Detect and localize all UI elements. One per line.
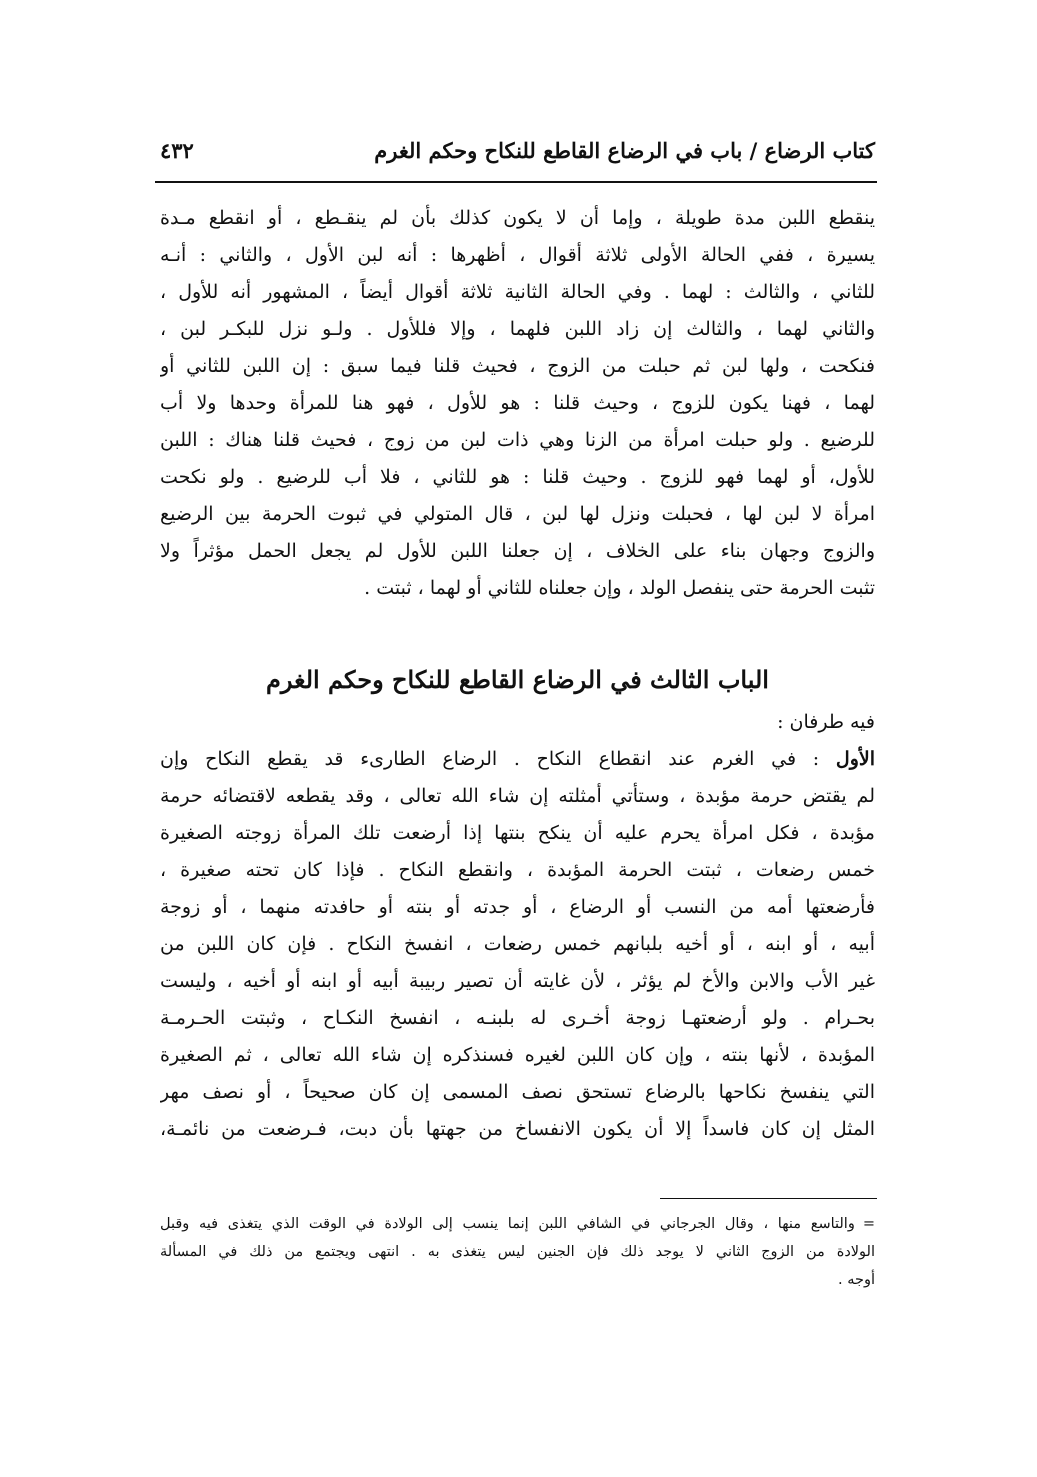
section-1-text xyxy=(160,200,875,607)
footnote-line: أوجه . xyxy=(838,1272,875,1288)
chapter-heading: الباب الثالث في الرضاع القاطع للنكاح وحكم الغرم xyxy=(266,665,769,694)
footnote-line: الولادة من الزوج الثاني لا يوجد ذلك فإن الجنين ليس يتغذى به . انتهى ويجتمع من ذلك في المسألة xyxy=(160,1244,875,1260)
text-line: امرأة لا لبن لها ، فحبلت ونزل لها لبن ، قال المتولي في ثبوت الحرمة بين الرضيع xyxy=(160,503,875,525)
text-line: خمس رضعات ، ثبتت الحرمة المؤبدة ، وانقطع النكاح . فإذا كان تحته صغيرة ، xyxy=(160,859,875,881)
text-line: فأرضعتها أمه من النسب أو الرضاع ، أو جدته أو بنته أو حافدته منهما ، أو زوجة xyxy=(160,896,875,918)
text-line: لهما ، فهنا يكون للزوج ، وحيث قلنا : هو للأول ، فهو هنا للمرأة وحدها ولا أب xyxy=(160,392,875,414)
header-rule xyxy=(155,181,877,183)
lead-line-rest: : في الغرم عند انقطاع النكاح . الرضاع الطارىء قد يقطع النكاح وإن xyxy=(160,748,820,770)
text-line: ينقطع اللبن مدة طويلة ، وإما أن لا يكون كذلك بأن لم ينقـطع ، أو انقطع مـدة xyxy=(160,207,875,229)
text-line: يسيرة ، ففي الحالة الأولى ثلاثة أقوال ، أظهرها : أنه لبن الأول ، والثاني : أنـه xyxy=(160,244,875,266)
text-line: مؤبدة ، فكل امرأة يحرم عليه أن ينكح بنتها إذا أرضعت تلك المرأة زوجته الصغيرة xyxy=(160,822,875,844)
footnote-block xyxy=(160,1210,875,1294)
lead-word: الأول xyxy=(835,748,875,770)
text-line: أبيه ، أو ابنه ، أو أخيه بلبانهم خمس رضعات ، انفسخ النكاح . فإن كان اللبن من xyxy=(160,933,875,955)
intro-line: فيه طرفان : xyxy=(777,711,875,733)
text-line: فنكحت ، ولها لبن ثم حبلت من الزوج ، فحيث قلنا فيما سبق : إن اللبن للثاني أو xyxy=(160,355,875,377)
running-header xyxy=(160,138,875,178)
text-line: التي ينفسخ نكاحها بالرضاع تستحق نصف المسمى إن كان صحيحاً ، أو نصف مهر xyxy=(160,1081,875,1103)
text-line: والزوج وجهان بناء على الخلاف ، إن جعلنا اللبن للأول لم يجعل الحمل مؤثراً ولا xyxy=(160,540,875,562)
text-line: بحـرام . ولو أرضعتهـا زوجة أخـرى له بلبنـه ، انفسخ النكـاح ، وثبتت الحـرمـة xyxy=(160,1007,875,1029)
footnote-line-text: والتاسع منها ، وقال الجرجاني في الشافي اللبن إنما ينسب إلى الولادة في الوقت الذي يتغذى فيه وقبل xyxy=(160,1216,855,1232)
text-line: للرضيع . ولو حبلت امرأة من الزنا وهي ذات لبن من زوج ، فحيث قلنا هناك : اللبن xyxy=(160,429,875,451)
text-line: تثبت الحرمة حتى ينفصل الولد ، وإن جعلناه للثاني أو لهما ، ثبتت . xyxy=(364,577,875,599)
text-line: المؤبدة ، لأنها بنته ، وإن كان اللبن لغيره فسنذكره إن شاء الله تعالى ، ثم الصغيرة xyxy=(160,1044,875,1066)
text-line: لم يقتض حرمة مؤبدة ، وستأتي أمثلته إن شاء الله تعالى ، وقد يقطعه لاقتضائه حرمة xyxy=(160,785,875,807)
text-line: المثل إن كان فاسداً إلا أن يكون الانفساخ من جهتها بأن دبت، فـرضعت من نائمـة، xyxy=(160,1118,875,1140)
page-number: ٤٣٢ xyxy=(160,138,194,163)
footnote-line xyxy=(160,1210,875,1238)
section-2-text xyxy=(160,704,875,1148)
footnote-rule xyxy=(660,1198,877,1199)
text-line: للأول، أو لهما فهو للزوج . وحيث قلنا : هو للثاني ، فلا أب للرضيع . ولو نكحت xyxy=(160,466,875,488)
text-line: غير الأب والابن والأخ لم يؤثر ، لأن غايته أن تصير ربيبة أبيه أو ابنه أو أخيه ، وليست xyxy=(160,970,875,992)
text-line: للثاني ، والثالث : لهما . وفي الحالة الثانية ثلاثة أقوال أيضاً ، المشهور أنه للأول ، xyxy=(160,281,875,303)
footnote-continuation-marker: = xyxy=(862,1216,875,1232)
running-header-title: كتاب الرضاع / باب في الرضاع القاطع للنكاح وحكم الغرم xyxy=(374,138,875,163)
text-line xyxy=(160,741,875,778)
text-line: والثاني لهما ، والثالث إن زاد اللبن فلهما ، وإلا فللأول . ولـو نزل للبكـر لبن ، xyxy=(160,318,875,340)
